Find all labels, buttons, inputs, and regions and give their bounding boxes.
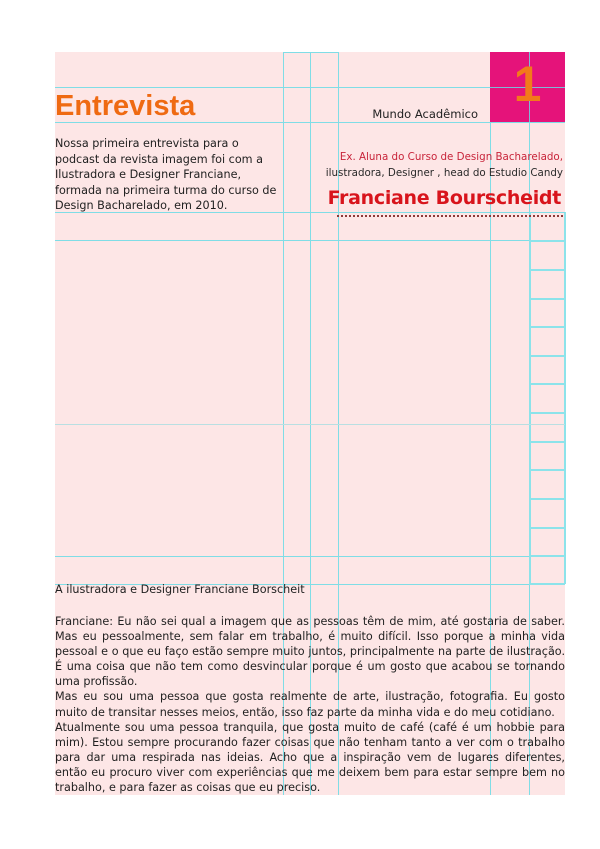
photo-caption: A ilustradora e Designer Franciane Borscheit bbox=[55, 583, 305, 596]
guide-horizontal bbox=[55, 556, 565, 557]
body-paragraph: Franciane: Eu não sei qual a imagem que as pessoas têm de mim, até gostaria de saber. Mas eu pessoalmente, sem falar em trabalho, é muito difícil. Isso porque a minha vida pessoal e o que eu faço estão sempre muito juntos, principalmente na parte de ilustração. É uma coisa que não tem como desvincular porque é um gosto que acabou se tornando uma profissão. bbox=[55, 615, 565, 689]
guide-horizontal bbox=[529, 326, 565, 328]
interviewee-subtitle bbox=[300, 149, 563, 181]
guide-horizontal bbox=[529, 498, 565, 500]
body-paragraph: Mas eu sou uma pessoa que gosta realmente de arte, ilustração, fotografia. Eu gosto muito de transitar nesses meios, então, isso faz parte da minha vida e do meu cotidiano. bbox=[55, 690, 565, 719]
dotted-divider bbox=[337, 215, 563, 217]
body-paragraph: Atualmente sou uma pessoa tranquila, que gosta muito de café (café é um hobbie para mim). Estou sempre procurando fazer coisas que não tenham tanto a ver com o trabalho para dar uma respirada nas ideias. Acho que a inspiração vem de lugares diferentes, então eu procuro viver com experiências que me deixem bem para estar sempre bem no trabalho, e para fazer as coisas que eu preciso. bbox=[55, 720, 565, 795]
intro-paragraph: Nossa primeira entrevista para o podcast da revista imagem foi com a Ilustradora e Designer Franciane, formada na primeira turma do curso de Design Bacharelado, em 2010. bbox=[55, 137, 277, 213]
page-number: 1 bbox=[513, 56, 542, 112]
page-title: Entrevista bbox=[55, 90, 196, 122]
guide-horizontal bbox=[529, 383, 565, 385]
guide-horizontal bbox=[529, 240, 565, 242]
guide-horizontal bbox=[529, 583, 565, 585]
guide-horizontal bbox=[529, 355, 565, 357]
section-label: Mundo Acadêmico bbox=[372, 107, 478, 121]
guide-horizontal bbox=[529, 298, 565, 300]
guide-horizontal bbox=[55, 424, 565, 425]
interviewee-name: Franciane Bourscheidt bbox=[327, 187, 561, 209]
guide-horizontal bbox=[529, 441, 565, 443]
guide-horizontal bbox=[529, 527, 565, 529]
subtitle-line-2: ilustradora, Designer , head do Estudio Candy bbox=[325, 167, 563, 179]
guide-horizontal bbox=[529, 412, 565, 414]
guide-horizontal bbox=[55, 240, 530, 241]
guide-horizontal bbox=[529, 555, 565, 557]
subtitle-line-1: Ex. Aluna do Curso de Design Bacharelado, bbox=[339, 151, 563, 163]
guide-horizontal bbox=[283, 52, 338, 53]
guide-horizontal bbox=[529, 469, 565, 471]
interview-body bbox=[55, 614, 565, 795]
guide-horizontal bbox=[529, 269, 565, 271]
